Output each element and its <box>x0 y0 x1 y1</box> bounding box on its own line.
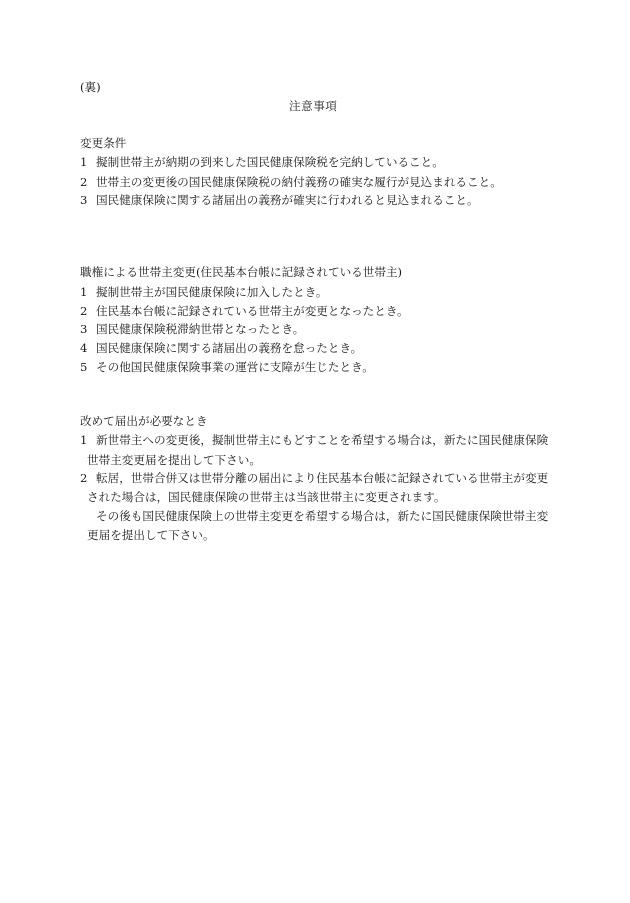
item-number: 4 <box>80 341 88 355</box>
list-item <box>80 193 479 207</box>
list-item <box>80 341 362 355</box>
section-heading-ex-officio-change: 職権による世帯主変更(住民基本台帳に記録されている世帯主) <box>80 265 403 279</box>
item-text: 新世帯主への変更後，擬制世帯主にもどすことを希望する場合は，新たに国民健康保険 <box>96 433 549 447</box>
item-text: 擬制世帯主が納期の到来した国民健康保険税を完納していること。 <box>96 155 444 169</box>
item-text: その他国民健康保険事業の運営に支障が生じたとき。 <box>96 360 374 374</box>
section-heading-refiling-required: 改めて届出が必要なとき <box>80 414 208 428</box>
list-item <box>80 322 304 336</box>
item-number: 1 <box>80 155 88 169</box>
notice-title: 注意事項 <box>289 99 338 113</box>
item-number: 3 <box>80 193 88 207</box>
item-text: 国民健康保険税滞納世帯となったとき。 <box>96 322 305 336</box>
item-text: 転居，世帯合併又は世帯分離の届出により住民基本台帳に記録されている世帯主が変更 <box>96 471 549 485</box>
list-item <box>80 175 502 189</box>
item-number: 2 <box>80 304 88 318</box>
page-side-label: (裏) <box>80 80 101 94</box>
list-item <box>80 433 548 447</box>
section-heading-change-conditions: 変更条件 <box>80 136 127 150</box>
item-text: 国民健康保険に関する諸届出の義務が確実に行われると見込まれること。 <box>96 193 479 207</box>
list-item <box>80 155 444 169</box>
item-text: 世帯主の変更後の国民健康保険税の納付義務の確実な履行が見込まれること。 <box>96 175 502 189</box>
note-first-line: その後も国民健康保険上の世帯主変更を希望する場合は，新たに国民健康保険世帯主変 <box>96 509 549 523</box>
list-item <box>80 471 548 485</box>
list-item <box>80 304 409 318</box>
item-number: 1 <box>80 285 88 299</box>
item-number: 1 <box>80 433 88 447</box>
list-item <box>80 360 374 374</box>
item-number: 5 <box>80 360 88 374</box>
item-number: 3 <box>80 322 88 336</box>
item-continuation-line: された場合は，国民健康保険の世帯主は当該世帯主に変更されます。 <box>87 490 446 504</box>
list-item <box>80 285 327 299</box>
note-continuation-line: 更届を提出して下さい。 <box>87 528 215 542</box>
item-continuation-line: 世帯主変更届を提出して下さい。 <box>87 453 261 467</box>
item-text: 国民健康保険に関する諸届出の義務を怠ったとき。 <box>96 341 363 355</box>
item-number: 2 <box>80 471 88 485</box>
item-text: 住民基本台帳に記録されている世帯主が変更となったとき。 <box>96 304 409 318</box>
item-number: 2 <box>80 175 88 189</box>
item-text: 擬制世帯主が国民健康保険に加入したとき。 <box>96 285 328 299</box>
